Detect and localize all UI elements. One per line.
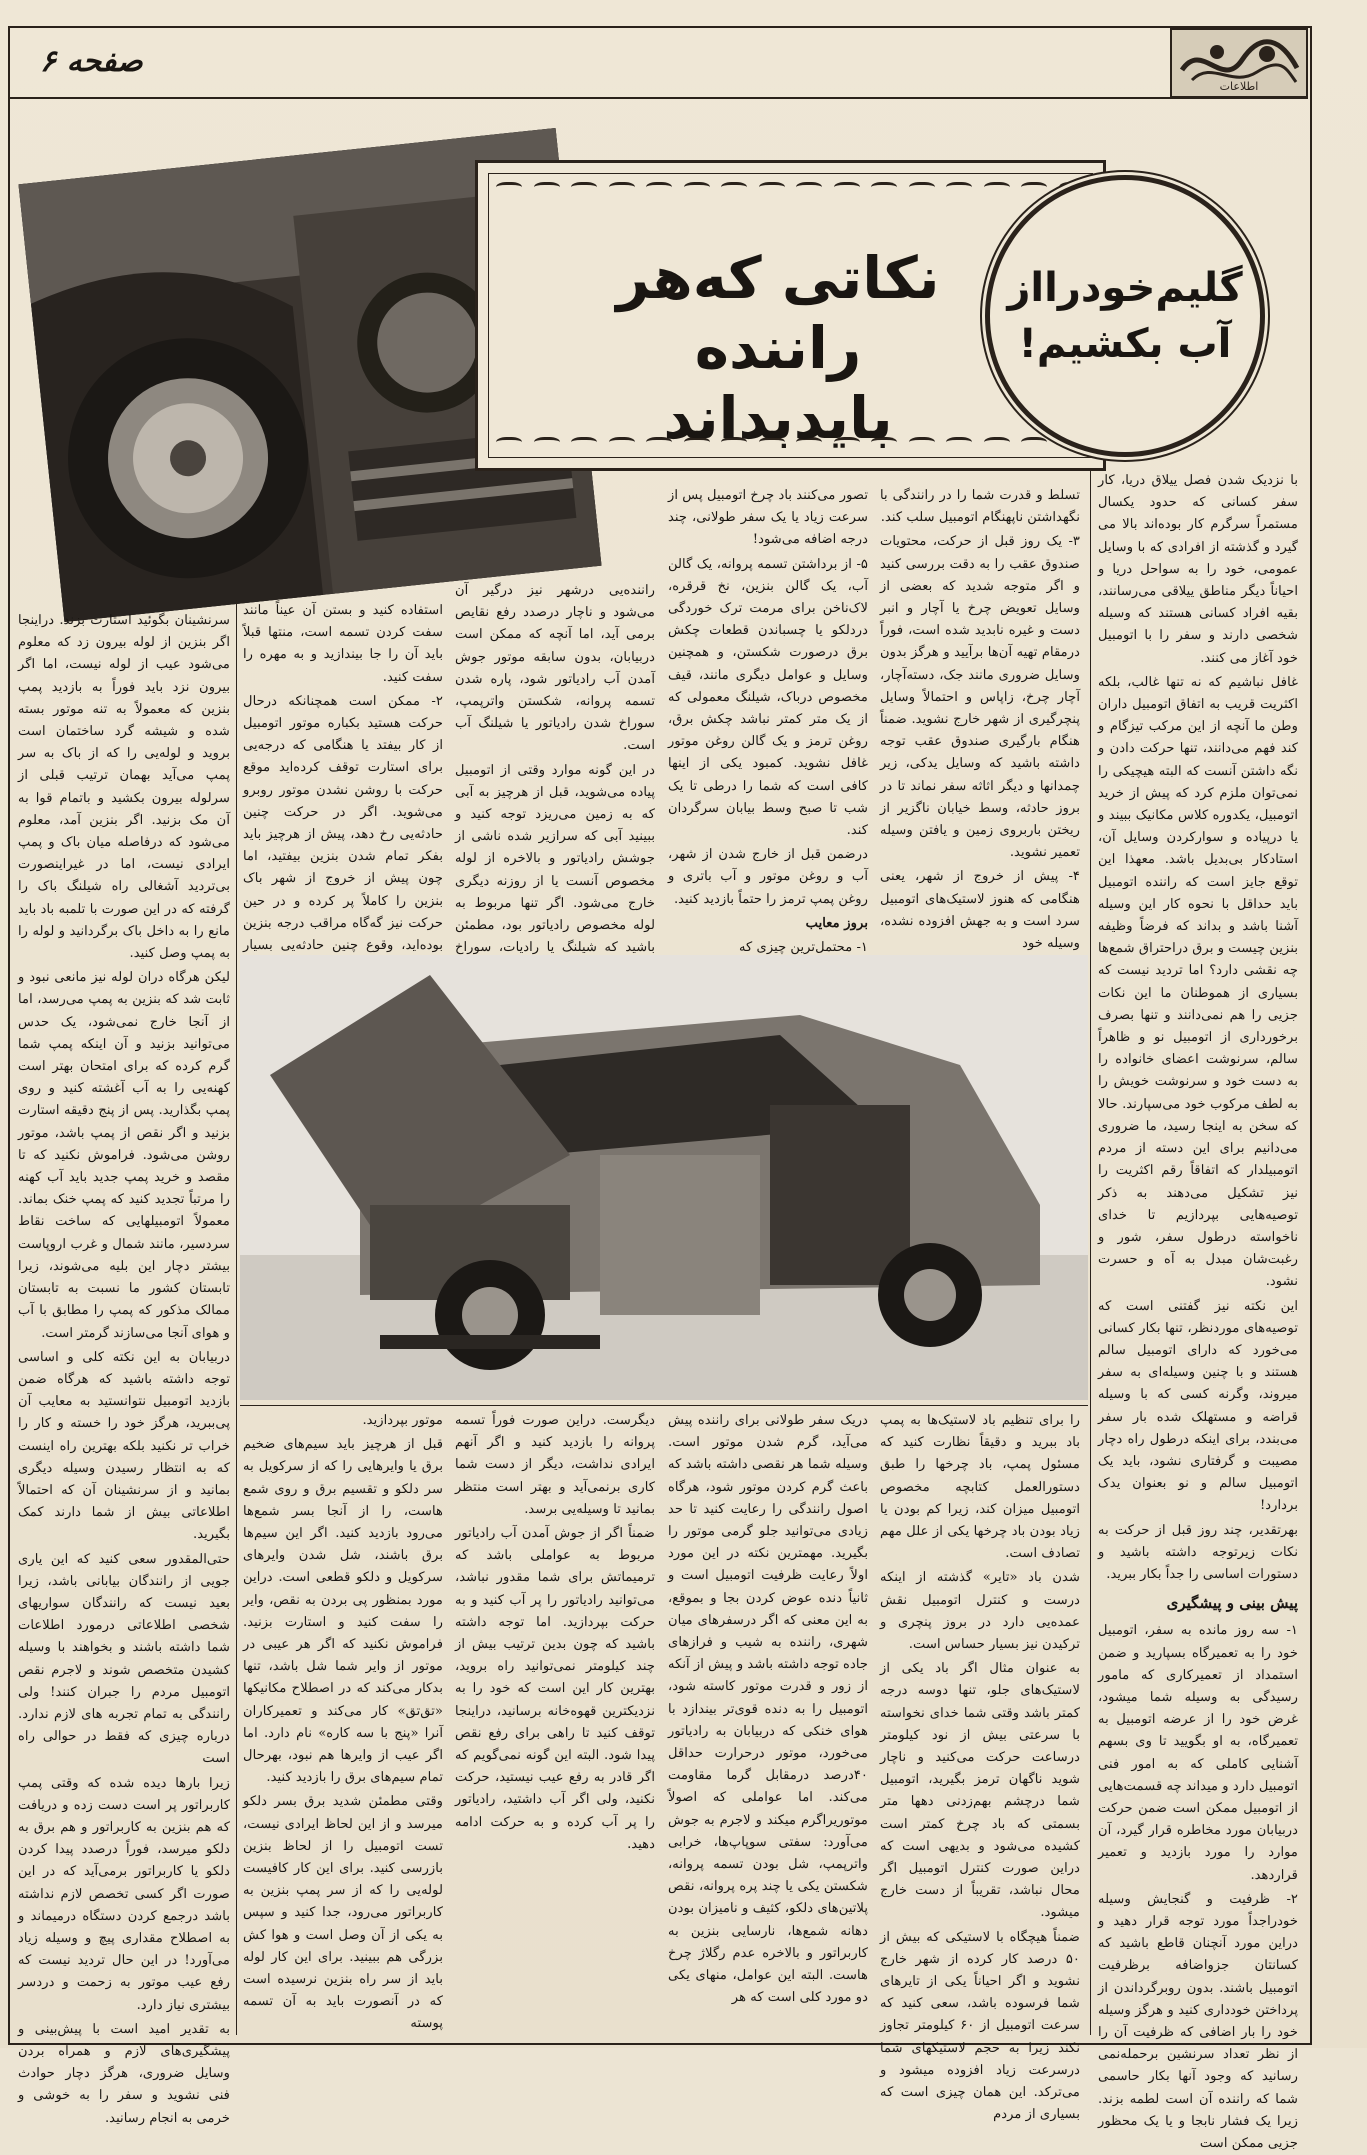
header-rule bbox=[8, 97, 1308, 99]
col2b-para-1: را برای تنظیم باد لاستیک‌ها به پمپ باد ببرید و دقیقاً نظارت کنید که مسئول پمپ، باد چرخها را طبق دستورالعمل کتابچه مخصوص اتومبیل میزان کند، زیرا کم بودن یا زیاد بودن باد چرخها یکی از علل مهم تصادف است. bbox=[880, 1413, 1080, 1562]
column-1 bbox=[1098, 470, 1298, 2152]
col6-para-3: دربیابان به این نکته کلی و اساسی توجه داشته باشید که هرگاه ضمن بازدید اتومبیل نتوانستید به معایب آن پی‌ببرید، هرگز خود را خسته و کار را خراب تر نکنید بلکه بهترین راه اینست که به انتظار رسیدن وسیله دیگری بمانید و از سرنشینان آن که احتمالاً اطلاعاتی بیش از شما دارند کمک بگیرید. bbox=[18, 1349, 230, 1543]
headline-line-2: بایدبداند bbox=[663, 384, 893, 452]
col5b-para-2: قبل از هرچیز باید سیم‌های ضخیم برق یا وایرهایی را که از سرکویل به سر دلکو و تقسیم برق و روی شمع هاست، را از آنجا بسر شمع‌ها می‌رود بازدید کنید. اگر این سیم‌ها برق باشند، شل شدن وایرهای سرکویل و دلکو قطعی است. دراین مورد بمنظور پی بردن به نقص، وایر را سفت کنید و استارت بزنید. فراموش نکنید که اگر هر عیبی در موتور از وایر شما شل باشد، تنها بدکار می‌کند که در اصطلاح مکانیکها «تق‌تق» کار می‌کند و تعمیرکاران آنرا «پنج با سه کاره» نام دارد. اما اگر عیب از وایرها هم نبود، بهرحال تمام سیم‌های برق را بازدید کنید. bbox=[243, 1437, 443, 1786]
col4a-para-2: در این گونه موارد وقتی از اتومبیل پیاده می‌شوید، قبل از هرچیز به آبی که به زمین می‌ریزد توجه کنید و ببینید آبی که سرازیر شده ناشی از جوشش رادیاتور و بالاخره از لوله مخصوص آنست یا از روزنه دیگری خارج می‌شود. اگر تنها مربوط به لوله مخصوص رادیاتور بود، مطمئن باشید که شیلنگ یا رادیات، سوراخ bbox=[455, 762, 655, 956]
col1-para-6: ۲- ظرفیت و گنجایش وسیله خودراجداً مورد توجه قرار دهید و دراین مورد آنچنان قاطع باشید که کسانتان جزواضافه برظرفیت اتومبیل باشند. بدون روبرگرداندن از پرداختن خودداری کنید و هرگز وسیله خود را بار اضافی که ظرفیت آن را از نظر تعداد سرنشین برحمله‌نمی رسانید که وجود آنها بکار حاسمی شما که راننده آن است لطمه بزند. زیرا یک فشار نابجا و یا یک محظور جزیی ممکن است bbox=[1098, 1891, 1298, 2152]
column-4-lower bbox=[455, 1410, 655, 2035]
col4b-para-2: ضمناً اگر از جوش آمدن آب رادیاتور مربوط به عواملی باشد که ترمیماتش برای شما مقدور نباشد، می‌توانید رادیاتور را پر آب کنید و به حرکت بپردازید. اما توجه داشته باشید که چون بدین ترتیب بیش از چند کیلومتر نمی‌توانید راه بروید، بهترین کار این است که خود را به نزدیکترین قهوه‌خانه برسانید، دراینجا توقف کنید تا راهی برای رفع نقص پیدا شود. البته این گونه نمی‌گویم که اگر قادر به رفع عیب نیستید، حرکت نکنید، ولی اگر آب داشتید، رادیاتور را پر آب کرده و به حرکت ادامه دهید. bbox=[455, 1526, 655, 1852]
col5b-para-1: موتور بپردازید. bbox=[362, 1413, 443, 1428]
column-2-lower bbox=[880, 1410, 1080, 2123]
kicker-oval bbox=[985, 175, 1265, 457]
column-5-lower bbox=[243, 1410, 443, 2035]
col5a-para-1: استفاده کنید و بستن آن عیناً مانند سفت کردن تسمه است، منتها قبلاً باید آن را جا بیندازید و به مهره را سفت کنید. bbox=[243, 603, 443, 685]
logo-ornament-icon bbox=[1172, 30, 1306, 96]
col3a-subhead: بروز معایب bbox=[805, 915, 868, 931]
col2a-para-3: ۴- پیش از خروج از شهر، یعنی هنگامی که هنوز لاستیک‌های اتومبیل سرد است و به جهش افزوده نشده، وسیله خود bbox=[880, 869, 1080, 952]
column-4-upper bbox=[455, 580, 655, 956]
column-3-upper bbox=[668, 485, 868, 956]
kicker-line-1: گلیم‌خودرااز bbox=[1007, 265, 1243, 311]
column-5-upper bbox=[243, 600, 443, 954]
headline-line-1: نکاتی که‌هر راننده bbox=[616, 244, 940, 382]
col3a-para-1: تصور می‌کنند باد چرخ اتومبیل پس از سرعت زیاد یا یک سفر طولانی، چند درجه اضافه می‌شود! bbox=[668, 488, 868, 548]
column-divider bbox=[236, 600, 237, 2035]
ornament-row-top bbox=[496, 177, 1085, 199]
col6-para-2: لیکن هرگاه دران لوله نیز مانعی نبود و ثابت شد که بنزین به پمپ می‌رسد، اما از آنجا خارج نمی‌شود، یک حدس می‌توانید بزنید و آن اینکه پمپ شما گرم کرده که برای امتحان بهتر است کهنه‌یی را به آب آغشته کنید و روی پمپ بگذارید. پس از پنج دقیقه استارت بزنید و اگر نقص از پمپ باشد، موتور روشن می‌شود. فراموش نکنید که تا مقصد و خرید پمپ جدید باید آب کهنه را مرتباً تجدید کنید که پمپ خنک بماند. معمولاً اتومبیلهایی که ساخت نقاط سردسیر، مانند شمال و غرب اروپاست بیشتر دچار این بلیه می‌شوند، زیرا تابستان کشور ما نسبت به تابستان ممالک مذکور که پمپ را مطابق با آب و هوای آنجا می‌سازند گرمتر است. bbox=[18, 970, 230, 1341]
page-number: صفحه ۶ bbox=[40, 44, 143, 79]
col6-para-6: به تقدیر امید است با پیش‌بینی و پیشگیری‌های لازم و همراه بردن وسایل ضروری، هرگز دچار حوادث فنی نشوید و سفر را به خوشی و خرمی به انجام رسانید. bbox=[18, 2021, 230, 2126]
col3a-para-4: ۱- محتمل‌ترین چیزی که bbox=[738, 940, 868, 956]
column-6 bbox=[18, 610, 230, 2126]
col2b-para-4: ضمناً هیچگاه با لاستیکی که بیش از ۵۰ درصد کار کرده از شهر خارج نشوید و اگر احیاناً یکی از تایرهای شما فرسوده باشد، سعی کنید که سرعت اتومبیل از ۶۰ کیلومتر تجاوز نکند زیرا به حجم لاستیکهای شما درسرعت زیاد افزوده میشود و می‌ترکد. این همان چیزی است که بسیاری از مردم bbox=[880, 1929, 1080, 2123]
col1-para-3: این نکته نیز گفتنی است که توصیه‌های موردنظر، تنها بکار کسانی می‌خورد که دارای اتومبیل سالم هستند و با چنین وسیله‌ای به سفر میروند، وگرنه کسی که با وسیله قراضه و مستهلک شده بار سفر می‌بندد، برای اینکه درطول راه دچار مصیبت و گرفتاری نشود، باید یک اتومبیل سالم و نو بعنوان یدک بردارد! bbox=[1098, 1298, 1298, 1514]
col3b-para-1: دریک سفر طولانی برای راننده پیش می‌آید، گرم شدن موتور است. وسیله شما هر نقصی داشته باشد که باعث گرم کردن موتور شود، هرگاه اصول رانندگی را رعایت کنید تا حد زیادی می‌توانید جلو گرمی موتور را بگیرید. مهمترین نکته در این مورد اولاً رعایت ظرفیت اتومبیل است و ثانیاً دنده عوض کردن بجا و بموقع، به این معنی که اگر درسفرهای میان شهری، راننده به شیب و فرازهای جاده توجه داشته باشد و پیش از آنکه از زور و قدرت موتور کاسته شود، اتومبیل را به دنده قوی‌تر بیندازد با هوای خنکی که دربیابان به رادیاتور می‌خورد، موتور درحرارت حداقل ۴۰درصد درمقابل گرما مقاومت می‌کند. اما عواملی که اصولاً موتوریراگرم میکند و لاجرم به جوش می‌آورد: سفتی سوپاپ‌ها، خرابی واترپمپ، شل بودن تسمه پروانه، شکستن یکی یا چند پره پروانه، نقص پلاتین‌های دلکو، کثیف و نامیزان بودن دهانه شمع‌ها، نارسایی بنزین به کاربراتور و بالاخره عدم رگلاژ چرخ هاست. البته این عوامل، منهای یکی دو مورد کلی است که هر bbox=[668, 1413, 868, 2006]
col3a-para-3: درضمن قبل از خارج شدن از شهر، آب و روغن موتور و آب باتری و روغن پمپ ترمز را حتماً بازدید کنید. bbox=[668, 847, 868, 907]
col1-subheading: پیش بینی و پیشگیری bbox=[1166, 1594, 1298, 1613]
car-photo bbox=[240, 955, 1088, 1400]
kicker-line-2: آب بکشیم! bbox=[1018, 321, 1232, 367]
publication-logo bbox=[1170, 28, 1308, 98]
col1-para-4: بهرتقدیر، چند روز قبل از حرکت به نکات زیرتوجه داشته باشید و دستورات اساسی را جداً بکار ببرید. bbox=[1098, 1522, 1298, 1582]
col2a-para-1: تسلط و قدرت شما را در رانندگی با نگهداشتن ناپهنگام اتومبیل سلب کند. bbox=[880, 488, 1080, 526]
col3a-para-2: ۵- از برداشتن تسمه پروانه، یک گالن آب، یک گالن بنزین، نخ قرقره، لاک‌ناخن برای مرمت ترک خوردگی دردلکو یا چسباندن قطعات چکش برق درصورت شکستن، و همچنین وسایل و عوامل دیگری مانند، قیف مخصوص درباک، شیلنگ معمولی که از یک متر کمتر نباشد چکش برق، روغن ترمز و یک گالن روغن موتور غافل نشوید. کمبود یکی از اینها کافی است که شما را درطی تا یک شب تا صبح وسط بیابان سرگردان کند. bbox=[668, 556, 868, 839]
col2a-para-2: ۳- یک روز قبل از حرکت، محتویات صندوق عقب را به دقت بررسی کنید و اگر متوجه شدید که بعضی از وسایل تعویض چرخ یا آچار و انبر دست و غیره نابدید شده است، فوراً درمقام تهیه آن‌ها برآیید و هرگز بدون وسایل ضروری مانند جک، دسته‌آچار، آچار چرخ، زاپاس و احتمالاً وسایل پنچرگیری از شهر خارج نشوید. ضمناً هنگام بارگیری صندوق عقب توجه داشته باشید که وسایل یدکی، زیر چمدانها و دیگر اثاثه سفر نماند تا در بروز حادثه، وسط خیابان ناگزیر از ریختن باربروی زمین و یافتن وسیله تعمیر نشوید. bbox=[880, 534, 1080, 861]
col2b-para-3: به عنوان مثال اگر باد یکی از لاستیک‌های جلو، تنها دوسه درجه کمتر باشد وقتی شما خدای نخواسته با سرعتی بیش از نود کیلومتر درساعت حرکت می‌کنید و ناچار شوید ناگهان ترمز بگیرید، اتومبیل شما درچشم بهم‌زدنی دهها متر بسمتی که باد چرخ کمتر است کشیده می‌شود و بدیهی است که دراین صورت کنترل اتومبیل اگر محال نباشد، تقریباً از دست خارج میشود. bbox=[880, 1661, 1080, 1921]
col2b-para-2: شدن باد «تایر» گذشته از اینکه درست و کنترل اتومبیل نقش عمده‌یی دارد در بروز پنچری و ترکیدن نیز بسیار حساس است. bbox=[880, 1570, 1080, 1653]
headline-title bbox=[568, 243, 988, 453]
car-photo-image bbox=[240, 955, 1088, 1400]
column-3-lower bbox=[668, 1410, 868, 2035]
col5a-para-2: ۲- ممکن است همچنانکه درحال حرکت هستید بکباره موتور اتومبیل از کار بیفتد یا هنگامی که درجه‌یی برای استارت توقف کرده‌اید موقع حرکت با روشن نشدن موتور روبرو می‌شوید. اگر در حرکت چنین حادثه‌یی رخ دهد، پیش از هرچیز باید بفکر تمام شدن بنزین بیفتید، اما چون پیش از خروج از شهر باک بنزین را کاملاً پر کرده و در حین حرکت نیز گه‌گاه مراقب درجه بنزین بوده‌اید، وقوع چنین حادثه‌یی بسیار bbox=[243, 693, 443, 954]
col6-para-4: حتی‌المقدور سعی کنید که این یاری جویی از رانندگان بیابانی باشد، زیرا بعید نیست که رانندگان سواریهای شخصی اطلاعاتی درمورد اطلاعات شما داشته باشند و بخواهند با وسیله کشیدن متخصص شوند و لاجرم نقص اتومبیل مردم را جبران کنند! ولی رانندگی به تمام تجربه های لازم ندارد. درباره چیزی که فقط در حوالی راه است bbox=[18, 1551, 230, 1767]
column-2-upper bbox=[880, 485, 1080, 952]
col4a-para-1: راننده‌یی درشهر نیز درگیر آن می‌شود و ناچار درصدد رفع نقایص برمی آید، اما آنچه که ممکن است دربیابان، بدون سابقه موتور جوش آمدن آب رادیاتور شود، پاره شدن تسمه پروانه، شکستن واترپمپ، سوراخ شدن رادیاتور یا شیلنگ آب است. bbox=[455, 583, 655, 754]
col5b-para-3: وقتی مطمئن شدید برق بسر دلکو میرسد و از این لحاظ ایرادی نیست، تست اتومبیل را از لحاظ بنزین بازرسی کنید. برای این کار کافیست لوله‌یی را که از سر پمپ بنزین به کاربراتور می‌رود، جدا کنید و سپس به یکی از آن وصل است و هوا کش بزرگی هم ببینید. برای این کار لوله باید از سر راه بنزین نرسیده است که در آنصورت باید به آن تسمه پوسته bbox=[243, 1794, 443, 2032]
col6-para-5: زیرا بارها دیده شده که وقتی پمپ کاربراتور پر است دست زده و دریافت که هم بنزین به کاربراتور و هم برق به دلکو میرسد، فوراً درصدد پیدا کردن دلکو یا کاربراتور برمی‌آید که در این صورت اگر کسی تخصص لازم نداشته باشد درجمع کردن دستگاه درمیماند و به اصطلاح مقداری پیچ و وسیله زیاد می‌آورد! در این حال تردید نیست که رفع عیب موتور به زحمت و دردسر بیشتری نیاز دارد. bbox=[18, 1775, 230, 2013]
column-divider bbox=[1090, 470, 1091, 2035]
svg-text:اطلاعات: اطلاعات bbox=[1219, 80, 1259, 93]
col1-para-5: ۱- سه روز مانده به سفر، اتومبیل خود را به تعمیرگاه بسپارید و ضمن استمداد از تعمیرکاری که مامور رسیدگی به وسیله شما میشود، غرض خود را از عرضه اتومبیل به تعمیرگاه، به او بگویید تا وی بسهم آشنایی کاملی که به امور فنی اتومبیل دارد و میداند چه قسمت‌هایی از اتومبیل ممکن است ضمن حرکت دربیابان مورد مخاطره قرار گیرد، آن موارد را مورد بازدید و تعمیر قراردهد. bbox=[1098, 1623, 1298, 1883]
col1-para-2: غافل نباشیم که نه تنها غالب، بلکه اکثریت قریب به اتفاق اتومبیل داران وطن ما آنچه از این مرکب تیزگام و کند فهم می‌دانند، تنها حرکت دادن و نگه داشتن آنست که البته هیچیکی را نمی‌توان ملزم کرد که پیش از خرید اتومبیل، یکدوره کلاس مکانیک ببیند و یا درپیاده و سوارکردن وسایل آن، استادکار بی‌بدیل باشد. معهذا این توقع جایز است که راننده اتومبیل باید حداقل با نحوه کار این وسیله آشنا باشد و بداند که فرضاً وظیفه بنزین چیست و برق دراحتراق شمع‌ها چه نقشی دارد؟ اما تردید نیست که بسیاری از هموطنان ما این نکات جزیی را هم نمی‌دانند و تنها بصرف برخورداری از اتومبیل نو و ظاهراً سالم، سرنوشت اعضای خانواده را به دست خود و سرنوشت خویش را به لطف مرکوب خود می‌سپارند. حالا که سخن به اینجا رسید، ما ضروری می‌دانیم برای این دسته از مردم اتومبیلدار که اتفاقاً رقم اکثریت را نیز تشکیل می‌دهند به ذکر توصیه‌هایی بپردازیم تا خدای ناخواسته درطول سفر، شور و رغبت‌شان مبدل به آه و حسرت نشود. bbox=[1098, 674, 1298, 1290]
col1-para-1: با نزدیک شدن فصل ییلاق دریا، کار سفر کسانی که حدود یکسال مستمراً سرگرم کار بوده‌اند بالا می گیرد و گذشته از افرادی که با وسایل عمومی، خود را به سواحل دریا و احیاناً دیگر مناطق ییلاقی می‌رسانند، بقیه افراد کسانی هستند که وسیله شخصی دارند و سفر را با اتومبیل خود آغاز می کنند. bbox=[1098, 473, 1298, 666]
col4b-para-1: دیگرست. دراین صورت فوراً تسمه پروانه را بازدید کنید و اگر آنهم ایرادی نداشت، دیگر از دست شما کاری برنمی‌آید و بهتر است منتظر بمانید تا وسیله‌یی برسد. bbox=[455, 1413, 655, 1517]
col6-para-1: سرنشینان بگوئید استارت بزند. دراینجا اگر بنزین از لوله بیرون زد که معلوم می‌شود عیب از لوله نیست، اما اگر بیرون نزد باید فوراً به بازدید پمپ بنزین که معمولاً به تنه موتور بسته شده و شیشه گرد ساختمان است بروید و لوله‌یی را که از باک به سر پمپ می‌آید بهمان ترتیب قبلی از سرلوله بیرون بکشید و باتمام قوا به آن مک بزنید. اگر بنزین آمد، معلوم می‌شود که درفاصله میان باک و پمپ ایرادی نیست، اما در غیراینصورت بی‌تردید آشغالی راه شیلنگ باک را گرفته که در این صورت با تلمبه باد باید مانع را به داخل باک برگردانید و لوله را به پمپ وصل کنید. bbox=[18, 613, 230, 962]
photo-rule bbox=[240, 1405, 1088, 1406]
